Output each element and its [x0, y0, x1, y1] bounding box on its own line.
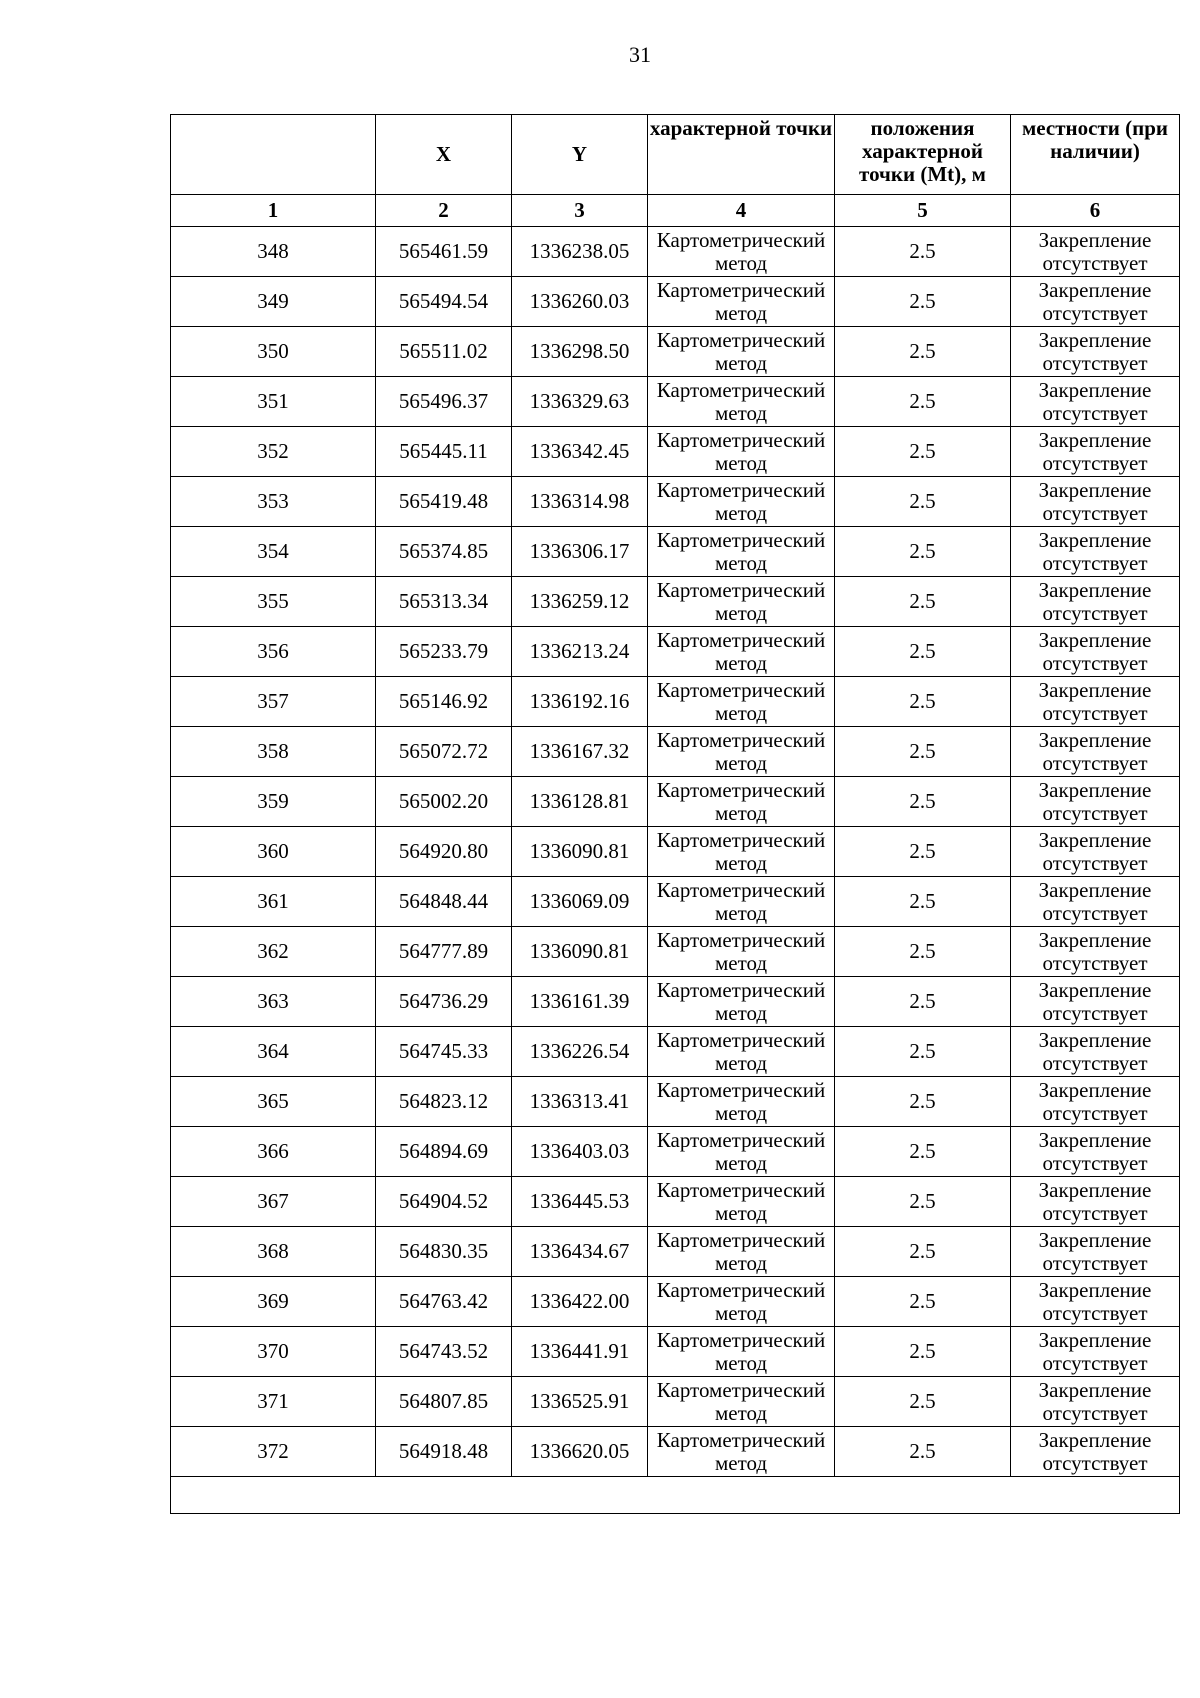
coordinates-table [170, 114, 1180, 1514]
table-row [171, 527, 1180, 577]
fixing-cell: Закрепление отсутствует [1011, 827, 1180, 877]
method-cell: Картометрический метод [648, 1277, 835, 1327]
page-number: 31 [629, 42, 651, 67]
table-row [171, 927, 1180, 977]
accuracy-cell: 2.5 [835, 427, 1011, 477]
table-row [171, 1027, 1180, 1077]
fixing-cell: Закрепление отсутствует [1011, 677, 1180, 727]
y-coordinate-cell: 1336090.81 [512, 927, 648, 977]
accuracy-cell: 2.5 [835, 577, 1011, 627]
x-coordinate-cell: 564848.44 [376, 877, 512, 927]
column-number: 3 [512, 195, 648, 227]
y-coordinate-cell: 1336161.39 [512, 977, 648, 1027]
table-row [171, 877, 1180, 927]
fixing-cell: Закрепление отсутствует [1011, 427, 1180, 477]
accuracy-cell: 2.5 [835, 1127, 1011, 1177]
point-number-cell: 357 [171, 677, 376, 727]
point-number-cell: 361 [171, 877, 376, 927]
point-number-cell: 348 [171, 227, 376, 277]
point-number-cell: 358 [171, 727, 376, 777]
fixing-cell: Закрепление отсутствует [1011, 477, 1180, 527]
accuracy-cell: 2.5 [835, 527, 1011, 577]
table-row [171, 1327, 1180, 1377]
fixing-cell: Закрепление отсутствует [1011, 977, 1180, 1027]
method-cell: Картометрический метод [648, 977, 835, 1027]
table-row [171, 1177, 1180, 1227]
x-coordinate-cell: 565146.92 [376, 677, 512, 727]
method-cell: Картометрический метод [648, 1427, 835, 1477]
fixing-cell: Закрепление отсутствует [1011, 1427, 1180, 1477]
table-row [171, 277, 1180, 327]
point-number-cell: 365 [171, 1077, 376, 1127]
table-row [171, 327, 1180, 377]
point-number-cell: 350 [171, 327, 376, 377]
method-cell: Картометрический метод [648, 427, 835, 477]
method-cell: Картометрический метод [648, 677, 835, 727]
method-cell: Картометрический метод [648, 1077, 835, 1127]
point-number-cell: 370 [171, 1327, 376, 1377]
y-coordinate-cell: 1336306.17 [512, 527, 648, 577]
fixing-cell: Закрепление отсутствует [1011, 877, 1180, 927]
accuracy-cell: 2.5 [835, 927, 1011, 977]
y-coordinate-cell: 1336525.91 [512, 1377, 648, 1427]
method-cell: Картометрический метод [648, 1027, 835, 1077]
y-coordinate-cell: 1336314.98 [512, 477, 648, 527]
x-coordinate-cell: 564904.52 [376, 1177, 512, 1227]
column-number: 2 [376, 195, 512, 227]
fixing-cell: Закрепление отсутствует [1011, 1127, 1180, 1177]
point-number-cell: 372 [171, 1427, 376, 1477]
fixing-cell: Закрепление отсутствует [1011, 627, 1180, 677]
accuracy-cell: 2.5 [835, 877, 1011, 927]
method-cell: Картометрический метод [648, 327, 835, 377]
method-cell: Картометрический метод [648, 627, 835, 677]
empty-cell [171, 1477, 1180, 1514]
fixing-cell: Закрепление отсутствует [1011, 927, 1180, 977]
accuracy-cell: 2.5 [835, 1277, 1011, 1327]
accuracy-cell: 2.5 [835, 1427, 1011, 1477]
x-coordinate-cell: 564777.89 [376, 927, 512, 977]
method-cell: Картометрический метод [648, 1377, 835, 1427]
y-coordinate-cell: 1336445.53 [512, 1177, 648, 1227]
method-cell: Картометрический метод [648, 477, 835, 527]
table-row [171, 727, 1180, 777]
method-cell: Картометрический метод [648, 277, 835, 327]
accuracy-cell: 2.5 [835, 1227, 1011, 1277]
fixing-cell: Закрепление отсутствует [1011, 1327, 1180, 1377]
point-number-cell: 356 [171, 627, 376, 677]
column-number: 1 [171, 195, 376, 227]
point-number-cell: 369 [171, 1277, 376, 1327]
method-cell: Картометрический метод [648, 777, 835, 827]
point-number-cell: 360 [171, 827, 376, 877]
x-coordinate-cell: 564830.35 [376, 1227, 512, 1277]
accuracy-cell: 2.5 [835, 1177, 1011, 1227]
table-row [171, 777, 1180, 827]
method-cell: Картометрический метод [648, 577, 835, 627]
table-row [171, 1427, 1180, 1477]
fixing-cell: Закрепление отсутствует [1011, 377, 1180, 427]
fixing-cell: Закрепление отсутствует [1011, 727, 1180, 777]
method-cell: Картометрический метод [648, 1227, 835, 1277]
fixing-cell: Закрепление отсутствует [1011, 227, 1180, 277]
header-cell-fixing: местности (при наличии) [1011, 115, 1180, 195]
y-coordinate-cell: 1336441.91 [512, 1327, 648, 1377]
fixing-cell: Закрепление отсутствует [1011, 777, 1180, 827]
y-coordinate-cell: 1336192.16 [512, 677, 648, 727]
method-cell: Картометрический метод [648, 727, 835, 777]
fixing-cell: Закрепление отсутствует [1011, 1027, 1180, 1077]
y-coordinate-cell: 1336213.24 [512, 627, 648, 677]
method-cell: Картометрический метод [648, 827, 835, 877]
table-row [171, 827, 1180, 877]
x-coordinate-cell: 565445.11 [376, 427, 512, 477]
x-coordinate-cell: 564736.29 [376, 977, 512, 1027]
y-coordinate-cell: 1336422.00 [512, 1277, 648, 1327]
method-cell: Картометрический метод [648, 227, 835, 277]
accuracy-cell: 2.5 [835, 327, 1011, 377]
table-row [171, 427, 1180, 477]
x-coordinate-cell: 565374.85 [376, 527, 512, 577]
table-row [171, 627, 1180, 677]
fixing-cell: Закрепление отсутствует [1011, 527, 1180, 577]
accuracy-cell: 2.5 [835, 727, 1011, 777]
accuracy-cell: 2.5 [835, 1377, 1011, 1427]
header-cell-method: характерной точки [648, 115, 835, 195]
x-coordinate-cell: 565419.48 [376, 477, 512, 527]
table-row [171, 1077, 1180, 1127]
y-coordinate-cell: 1336260.03 [512, 277, 648, 327]
accuracy-cell: 2.5 [835, 827, 1011, 877]
point-number-cell: 359 [171, 777, 376, 827]
accuracy-cell: 2.5 [835, 1027, 1011, 1077]
fixing-cell: Закрепление отсутствует [1011, 577, 1180, 627]
fixing-cell: Закрепление отсутствует [1011, 1077, 1180, 1127]
point-number-cell: 352 [171, 427, 376, 477]
fixing-cell: Закрепление отсутствует [1011, 1277, 1180, 1327]
x-coordinate-cell: 565496.37 [376, 377, 512, 427]
fixing-cell: Закрепление отсутствует [1011, 1177, 1180, 1227]
y-coordinate-cell: 1336403.03 [512, 1127, 648, 1177]
table-row [171, 477, 1180, 527]
column-number: 4 [648, 195, 835, 227]
column-number-row [171, 195, 1180, 227]
fixing-cell: Закрепление отсутствует [1011, 1377, 1180, 1427]
method-cell: Картометрический метод [648, 377, 835, 427]
y-coordinate-cell: 1336259.12 [512, 577, 648, 627]
point-number-cell: 354 [171, 527, 376, 577]
y-coordinate-cell: 1336167.32 [512, 727, 648, 777]
accuracy-cell: 2.5 [835, 777, 1011, 827]
point-number-cell: 363 [171, 977, 376, 1027]
accuracy-cell: 2.5 [835, 477, 1011, 527]
y-coordinate-cell: 1336226.54 [512, 1027, 648, 1077]
y-coordinate-cell: 1336069.09 [512, 877, 648, 927]
header-cell-x: X [376, 115, 512, 195]
point-number-cell: 368 [171, 1227, 376, 1277]
method-cell: Картометрический метод [648, 1327, 835, 1377]
x-coordinate-cell: 565494.54 [376, 277, 512, 327]
fixing-cell: Закрепление отсутствует [1011, 1227, 1180, 1277]
point-number-cell: 362 [171, 927, 376, 977]
header-cell-accuracy: положения характерной точки (Mt), м [835, 115, 1011, 195]
point-number-cell: 366 [171, 1127, 376, 1177]
table-row [171, 677, 1180, 727]
x-coordinate-cell: 565002.20 [376, 777, 512, 827]
table-row [171, 977, 1180, 1027]
point-number-cell: 355 [171, 577, 376, 627]
table-row [171, 1277, 1180, 1327]
x-coordinate-cell: 565313.34 [376, 577, 512, 627]
point-number-cell: 364 [171, 1027, 376, 1077]
table-row [171, 577, 1180, 627]
accuracy-cell: 2.5 [835, 977, 1011, 1027]
fixing-cell: Закрепление отсутствует [1011, 327, 1180, 377]
y-coordinate-cell: 1336620.05 [512, 1427, 648, 1477]
table-row [171, 377, 1180, 427]
point-number-cell: 371 [171, 1377, 376, 1427]
point-number-cell: 367 [171, 1177, 376, 1227]
y-coordinate-cell: 1336313.41 [512, 1077, 648, 1127]
x-coordinate-cell: 564920.80 [376, 827, 512, 877]
y-coordinate-cell: 1336128.81 [512, 777, 648, 827]
x-coordinate-cell: 565072.72 [376, 727, 512, 777]
method-cell: Картометрический метод [648, 1177, 835, 1227]
accuracy-cell: 2.5 [835, 677, 1011, 727]
accuracy-cell: 2.5 [835, 627, 1011, 677]
header-cell-1 [171, 115, 376, 195]
table-row [171, 1127, 1180, 1177]
y-coordinate-cell: 1336329.63 [512, 377, 648, 427]
y-coordinate-cell: 1336342.45 [512, 427, 648, 477]
table-body [171, 227, 1180, 1477]
accuracy-cell: 2.5 [835, 277, 1011, 327]
method-cell: Картометрический метод [648, 527, 835, 577]
accuracy-cell: 2.5 [835, 227, 1011, 277]
x-coordinate-cell: 565511.02 [376, 327, 512, 377]
accuracy-cell: 2.5 [835, 377, 1011, 427]
x-coordinate-cell: 564894.69 [376, 1127, 512, 1177]
column-number: 5 [835, 195, 1011, 227]
method-cell: Картометрический метод [648, 1127, 835, 1177]
table-header-row [171, 115, 1180, 195]
header-cell-y: Y [512, 115, 648, 195]
x-coordinate-cell: 564807.85 [376, 1377, 512, 1427]
method-cell: Картометрический метод [648, 927, 835, 977]
point-number-cell: 349 [171, 277, 376, 327]
x-coordinate-cell: 564745.33 [376, 1027, 512, 1077]
table-row [171, 1227, 1180, 1277]
x-coordinate-cell: 564918.48 [376, 1427, 512, 1477]
y-coordinate-cell: 1336238.05 [512, 227, 648, 277]
y-coordinate-cell: 1336434.67 [512, 1227, 648, 1277]
accuracy-cell: 2.5 [835, 1077, 1011, 1127]
column-number: 6 [1011, 195, 1180, 227]
table-row [171, 227, 1180, 277]
x-coordinate-cell: 564743.52 [376, 1327, 512, 1377]
x-coordinate-cell: 564823.12 [376, 1077, 512, 1127]
fixing-cell: Закрепление отсутствует [1011, 277, 1180, 327]
y-coordinate-cell: 1336090.81 [512, 827, 648, 877]
x-coordinate-cell: 565461.59 [376, 227, 512, 277]
x-coordinate-cell: 564763.42 [376, 1277, 512, 1327]
accuracy-cell: 2.5 [835, 1327, 1011, 1377]
method-cell: Картометрический метод [648, 877, 835, 927]
point-number-cell: 353 [171, 477, 376, 527]
table-row [171, 1377, 1180, 1427]
table-empty-row [171, 1477, 1180, 1514]
x-coordinate-cell: 565233.79 [376, 627, 512, 677]
point-number-cell: 351 [171, 377, 376, 427]
y-coordinate-cell: 1336298.50 [512, 327, 648, 377]
